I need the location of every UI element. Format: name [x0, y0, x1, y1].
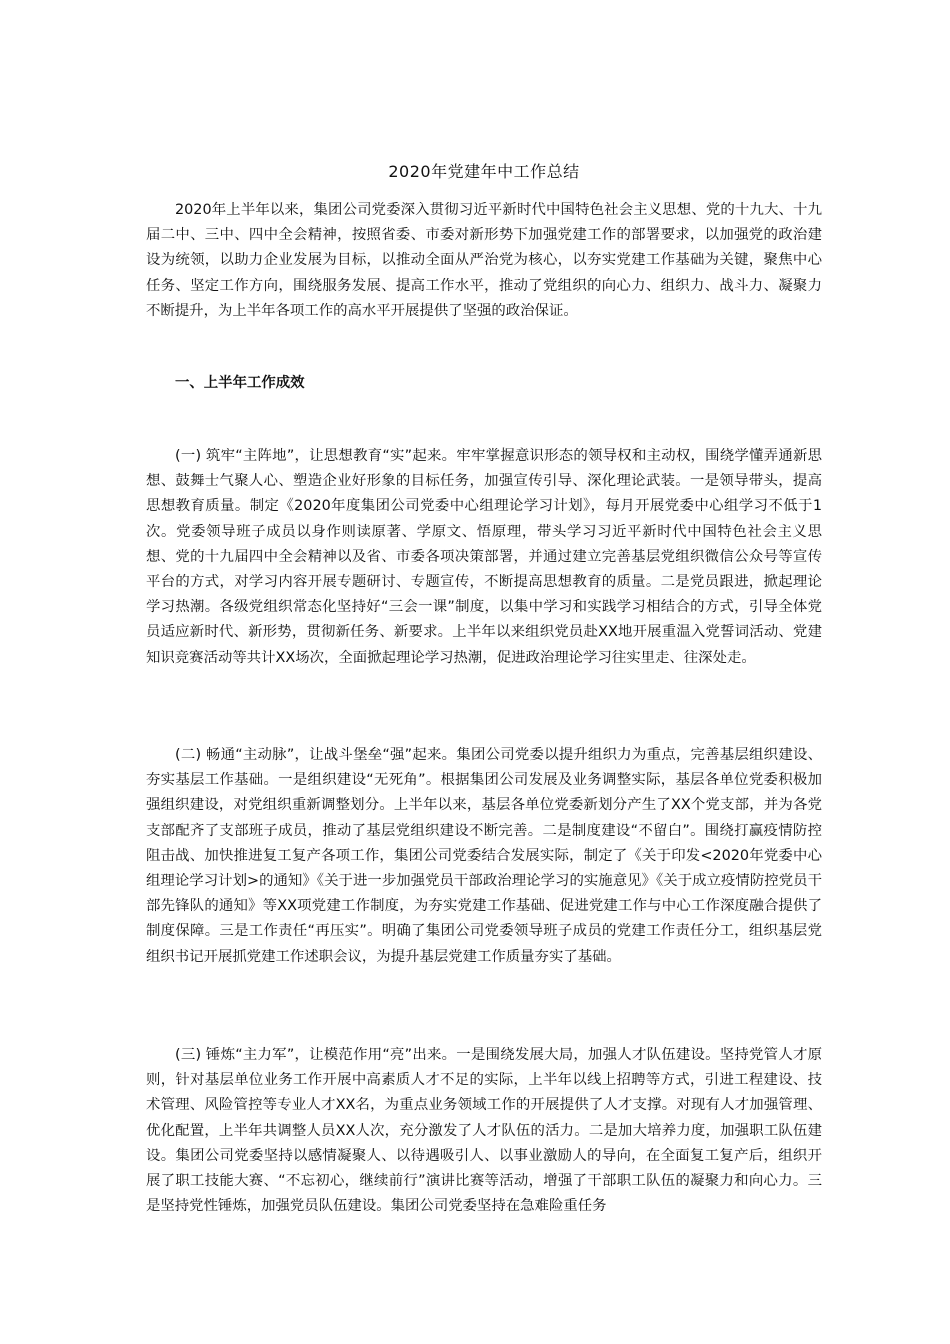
document-page — [146, 0, 822, 1344]
intro-paragraph: 2020年上半年以来，集团公司党委深入贯彻习近平新时代中国特色社会主义思想、党的十九大、十九届二中、三中、四中全会精神，按照省委、市委对新形势下加强党建工作的部署要求，以加强党的政治建设为统领，以助力企业发展为目标，以推动全面从严治党为核心，以夯实党建工作基础为关键，聚焦中心任务、坚定工作方向，围绕服务发展、提高工作水平，推动了党组织的向心力、组织力、战斗力、凝聚力不断提升，为上半年各项工作的高水平开展提供了坚强的政治保证。 — [146, 202, 822, 319]
section-heading-achievements: 一、上半年工作成效 — [175, 375, 305, 391]
document-title: 2020年党建年中工作总结 — [388, 162, 580, 181]
paragraph-item-two: (二) 畅通“主动脉”，让战斗堡垒“强”起来。集团公司党委以提升组织力为重点，完善基层组织建设、夯实基层工作基础。一是组织建设“无死角”。根据集团公司发展及业务调整实际，基层各单位党委积极加强组织建设，对党组织重新调整划分。上半年以来，基层各单位党委新划分产生了XX个党支部，并为各党支部配齐了支部班子成员，推动了基层党组织建设不断完善。二是制度建设“不留白”。围绕打赢疫情防控阻击战、加快推进复工复产各项工作，集团公司党委结合发展实际，制定了《关于印发<2020年党委中心组理论学习计划>的通知》《关于进一步加强党员干部政治理论学习的实施意见》《关于成立疫情防控党员干部先锋队的通知》等XX项党建工作制度，为夯实党建工作基础、促进党建工作与中心工作深度融合提供了制度保障。三是工作责任“再压实”。明确了集团公司党委领导班子成员的党建工作责任分工，组织基层党组织书记开展抓党建工作述职会议，为提升基层党建工作质量夯实了基础。 — [146, 747, 822, 965]
paragraph-item-one: (一) 筑牢“主阵地”，让思想教育“实”起来。牢牢掌握意识形态的领导权和主动权，围绕学懂弄通新思想、鼓舞士气聚人心、塑造企业好形象的目标任务，加强宣传引导、深化理论武装。一是领导带头，提高思想教育质量。制定《2020年度集团公司党委中心组理论学习计划》，每月开展党委中心组学习不低于1次。党委领导班子成员以身作则读原著、学原文、悟原理，带头学习习近平新时代中国特色社会主义思想、党的十九届四中全会精神以及省、市委各项决策部署，并通过建立完善基层党组织微信公众号等宣传平台的方式，对学习内容开展专题研讨、专题宣传，不断提高思想教育的质量。二是党员跟进，掀起理论学习热潮。各级党组织常态化坚持好“三会一课”制度，以集中学习和实践学习相结合的方式，引导全体党员适应新时代、新形势，贯彻新任务、新要求。上半年以来组织党员赴XX地开展重温入党誓词活动、党建知识竞赛活动等共计XX场次，全面掀起理论学习热潮，促进政治理论学习往实里走、往深处走。 — [146, 448, 822, 666]
paragraph-item-three: (三) 锤炼“主力军”，让模范作用“亮”出来。一是围绕发展大局，加强人才队伍建设。坚持党管人才原则，针对基层单位业务工作开展中高素质人才不足的实际，上半年以线上招聘等方式，引进工程建设、技术管理、风险管控等专业人才XX名，为重点业务领域工作的开展提供了人才支撑。对现有人才加强管理、优化配置，上半年共调整人员XX人次，充分激发了人才队伍的活力。二是加大培养力度，加强职工队伍建设。集团公司党委坚持以感情凝聚人、以待遇吸引人、以事业激励人的导向，在全面复工复产后，组织开展了职工技能大赛、“不忘初心，继续前行”演讲比赛等活动，增强了干部职工队伍的凝聚力和向心力。三是坚持党性锤炼，加强党员队伍建设。集团公司党委坚持在急难险重任务 — [146, 1047, 822, 1215]
